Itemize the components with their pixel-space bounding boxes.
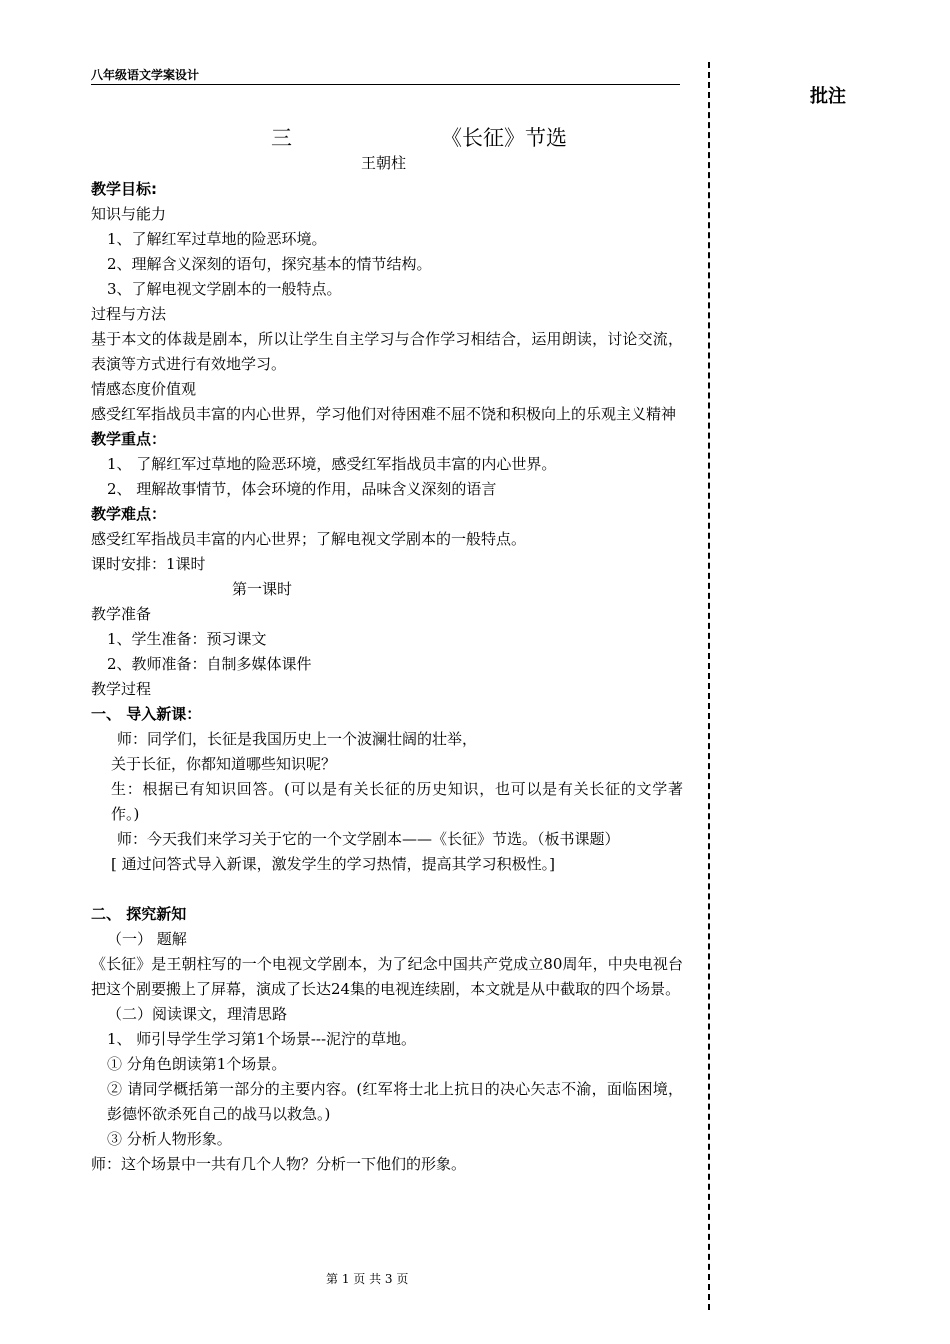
paragraph: 感受红军指战员丰富的内心世界，学习他们对待困难不屈不饶和积极向上的乐观主义精神 — [91, 405, 677, 423]
spacer — [91, 877, 683, 902]
list-item: 3、了解电视文学剧本的一般特点。 — [107, 280, 342, 298]
paragraph: 关于长征，你都知道哪些知识呢？ — [111, 755, 337, 773]
subheading: 情感态度价值观 — [91, 380, 197, 398]
paragraph: 师：今天我们来学习关于它的一个文学剧本——《长征》节选。（板书课题） — [117, 830, 620, 848]
list-item: ② 请同学概括第一部分的主要内容。(红军将士北上抗日的决心矢志不渝，面临困境，彭德怀欲杀死自己的战马以救急。) — [107, 1080, 683, 1123]
title-number: 三 — [271, 126, 292, 150]
page-footer: 第 1 页 共 3 页 — [326, 1272, 409, 1286]
paragraph: 生：根据已有知识回答。(可以是有关长征的历史知识，也可以是有关长征的文学著作。) — [111, 780, 683, 823]
header-rule — [91, 84, 680, 85]
paragraph: 《长征》是王朝柱写的一个电视文学剧本，为了纪念中国共产党成立80周年，中央电视台把这个剧要搬上了屏幕，演成了长达24集的电视连续剧，本文就是从中截取的四个场景。 — [91, 955, 683, 998]
list-item: ③ 分析人物形象。 — [107, 1130, 232, 1148]
page-title: 《长征》节选 — [441, 126, 567, 150]
subheading: 教学准备 — [91, 605, 152, 623]
list-item: ① 分角色朗读第1个场景。 — [107, 1055, 287, 1073]
list-item: 1、 了解红军过草地的险恶环境，感受红军指战员丰富的内心世界。 — [107, 455, 557, 473]
paragraph: 师：这个场景中一共有几个人物？分析一下他们的形象。 — [91, 1155, 467, 1173]
heading-objectives: 教学目标: — [91, 180, 157, 198]
section-heading: 一、 导入新课： — [91, 705, 202, 723]
annotation-title: 批注 — [810, 86, 846, 107]
list-item: 1、 师引导学生学习第1个场景---泥泞的草地。 — [107, 1030, 417, 1048]
list-item: 2、理解含义深刻的语句，探究基本的情节结构。 — [107, 255, 432, 273]
section-heading: 二、 探究新知 — [91, 905, 187, 923]
document-body — [91, 177, 683, 1177]
paragraph: 师：同学们，长征是我国历史上一个波澜壮阔的壮举， — [117, 730, 478, 748]
list-item: 2、 理解故事情节，体会环境的作用，品味含义深刻的语言 — [107, 480, 497, 498]
margin-divider — [708, 62, 710, 1310]
subheading: （二）阅读课文，理清思路 — [107, 1005, 288, 1023]
subheading: 过程与方法 — [91, 305, 167, 323]
subheading: 知识与能力 — [91, 205, 167, 223]
list-item: 1、了解红军过草地的险恶环境。 — [107, 230, 327, 248]
heading-difficulties: 教学难点： — [91, 505, 167, 523]
list-item: 1、学生准备：预习课文 — [107, 630, 267, 648]
author: 王朝柱 — [361, 154, 407, 172]
paragraph: 课时安排：1课时 — [91, 555, 206, 573]
lesson-heading: 第一课时 — [232, 580, 293, 598]
paragraph: 基于本文的体裁是剧本，所以让学生自主学习与合作学习相结合，运用朗读，讨论交流，表演等方式进行有效地学习。 — [91, 330, 683, 373]
heading-key-points: 教学重点： — [91, 430, 167, 448]
list-item: 2、教师准备：自制多媒体课件 — [107, 655, 312, 673]
subheading: 教学过程 — [91, 680, 152, 698]
header-label: 八年级语文学案设计 — [91, 68, 200, 82]
paragraph: 感受红军指战员丰富的内心世界；了解电视文学剧本的一般特点。 — [91, 530, 527, 548]
paragraph: [ 通过问答式导入新课，激发学生的学习热情，提高其学习积极性。] — [111, 855, 555, 873]
subheading: （一） 题解 — [107, 930, 187, 948]
